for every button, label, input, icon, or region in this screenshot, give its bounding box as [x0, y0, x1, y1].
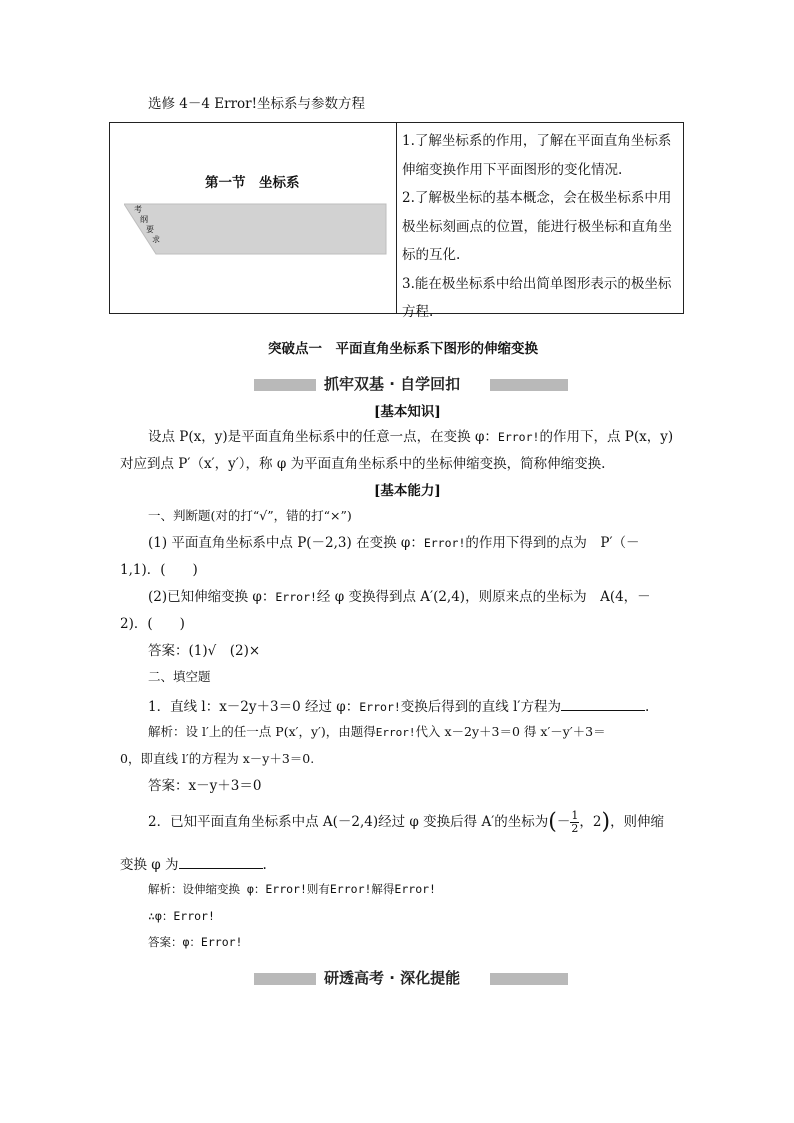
chapter-title-text: 选修 4－4 Error!坐标系与参数方程 [148, 96, 366, 112]
section-title: 第一节 坐标系 [205, 175, 300, 191]
judge-q2-line-2: 2)．( ) [120, 616, 185, 632]
text: 代入 x－2y＋3＝0 得 x′－y′＋3＝ [415, 724, 606, 739]
knowledge-line-2: 对应到点 P′（x′，y′），称 φ 为平面直角坐标系中的坐标伸缩变换，简称伸缩变换. [120, 456, 606, 472]
banner-bar-left [254, 973, 316, 985]
text: 经 φ 变换得到点 A′(2,4)，则原来点的坐标为 A(4，－ [316, 589, 651, 605]
tab-char: 要 [146, 225, 154, 234]
section-banner-2 [254, 969, 568, 987]
text: (1) 平面直角坐标系中点 P(－2,3) 在变换 φ： [148, 535, 424, 551]
text: P(x，y) [624, 429, 674, 445]
text: 变换 φ 为 [120, 857, 179, 873]
text: 变换后得到的直线 l′方程为 [400, 699, 561, 715]
judge-q1-line-1 [148, 537, 640, 551]
fill-q2-line-1 [148, 808, 664, 837]
chapter-title [148, 98, 365, 112]
requirement-item: 3.能在极坐标系中给出简单图形表示的极坐标方程. [402, 275, 672, 320]
text: 是平面直角坐标系中的任意一点，在变换 φ： [227, 429, 498, 445]
banner-bar-right [490, 379, 568, 391]
text: . [644, 699, 650, 715]
text: 解析：设 l′上的任一点 P(x′，y′)，由题得 [148, 724, 376, 739]
judge-answer: 答案：(1)√ (2)× [148, 643, 261, 659]
requirements-list [402, 127, 680, 327]
error-placeholder: Error! [275, 590, 317, 604]
box-divider [396, 123, 397, 313]
section-banner-1 [254, 375, 568, 393]
fraction-numerator: 1 [571, 809, 579, 822]
fill-q1-solution-line-1 [148, 726, 606, 739]
judge-q1-line-2: 1,1)．( ) [120, 562, 198, 578]
text: ，则伸缩 [610, 814, 665, 830]
requirement-item: 1.了解坐标系的作用，了解在平面直角坐标系伸缩变换作用下平面图形的变化情况. [402, 133, 672, 178]
paren: ) [601, 809, 611, 835]
error-placeholder: Error! [375, 726, 416, 739]
answer-blank[interactable] [561, 698, 645, 711]
fill-q2-line-2 [120, 856, 267, 873]
text: (2)已知伸缩变换 φ： [148, 589, 276, 605]
basic-knowledge-heading: [基本知识] [374, 404, 441, 420]
text: 的作用下，点 [539, 429, 625, 445]
fill-q2-solution: 解析：设伸缩变换 φ：Error!则有Error!解得Error! [148, 882, 436, 896]
topic-title: 突破点一 平面直角坐标系下图形的伸缩变换 [268, 341, 538, 357]
knowledge-line-1 [148, 431, 673, 445]
paren: ( [548, 809, 557, 835]
banner-label: 抓牢双基 · 自学回扣 [324, 375, 461, 393]
requirement-item: 2.了解极坐标的基本概念，会在极坐标系中用极坐标刻画点的位置，能进行极坐标和直角坐标的互化. [402, 190, 672, 263]
fraction-denominator: 2 [571, 822, 579, 835]
intro-box [109, 122, 684, 320]
tab-char: 求 [152, 235, 160, 244]
fill-q2-answer: 答案：φ：Error! [148, 935, 243, 949]
text: 的作用下得到的点为 P′（－ [465, 535, 640, 551]
fill-section-title: 二、填空题 [148, 669, 211, 684]
text: 设点 [148, 429, 180, 445]
fill-q1-solution-line-2: 0，即直线 l′的方程为 x－y＋3＝0. [120, 751, 315, 766]
error-placeholder: Error! [359, 700, 401, 714]
text: P(x，y) [179, 429, 228, 445]
error-placeholder: Error! [423, 536, 466, 550]
banner-bar-right [490, 973, 568, 985]
syllabus-tab-label [134, 205, 160, 245]
fill-q1 [148, 698, 649, 715]
tab-char: 考 [134, 205, 142, 214]
fill-q2-therefore: ∴φ：Error! [148, 909, 215, 923]
text: ，2 [579, 814, 602, 830]
fill-q1-answer: 答案：x－y＋3＝0 [148, 778, 262, 794]
text: 1．直线 l：x－2y＋3＝0 经过 φ： [148, 699, 360, 715]
judge-q2-line-1 [148, 591, 651, 605]
basic-ability-heading: [基本能力] [374, 483, 441, 499]
answer-blank[interactable] [179, 856, 263, 869]
text: . [262, 857, 267, 873]
text: 2．已知平面直角坐标系中点 A(－2,4)经过 φ 变换后得 A′的坐标为 [148, 814, 549, 830]
banner-bar-left [254, 379, 316, 391]
banner-label: 研透高考 · 深化提能 [324, 969, 461, 987]
judge-section-title: 一、判断题(对的打“√”，错的打“×”) [148, 508, 352, 523]
syllabus-tab [124, 201, 390, 257]
tab-char: 纲 [140, 215, 148, 224]
error-placeholder: Error! [497, 430, 540, 444]
text: － [556, 814, 571, 830]
